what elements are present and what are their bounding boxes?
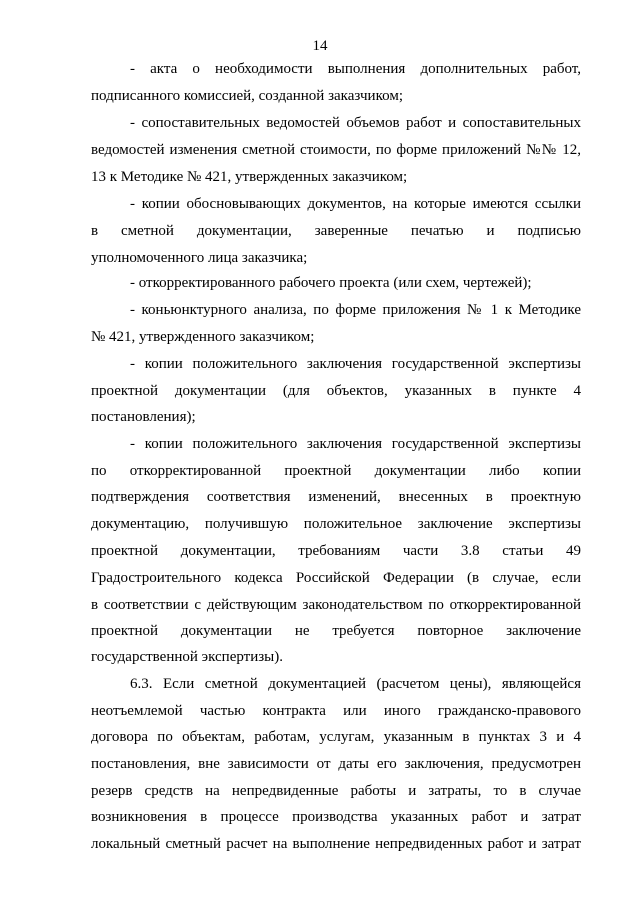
text-line: по откорректированной проектной документации либо копии [91,463,581,479]
text-line: проектной документации, требованиям части 3.8 статьи 49 [91,543,581,559]
text-line: неотъемлемой частью контракта или иного гражданско-правового [91,703,581,719]
text-line: договора по объектам, работам, услугам, указанным в пунктах 3 и 4 [91,729,581,745]
text-line: Градостроительного кодекса Российской Федерации (в случае, если [91,570,581,586]
page-number: 14 [312,38,328,54]
text-line: - копии положительного заключения государственной экспертизы [130,356,581,372]
text-line: - акта о необходимости выполнения дополнительных работ, [130,61,581,77]
text-line: - копии положительного заключения государственной экспертизы [130,436,581,452]
text-line: проектной документации (для объектов, указанных в пункте 4 [91,383,581,399]
text-line: постановления); [91,409,196,425]
text-line: ведомостей изменения сметной стоимости, по форме приложений №№ 12, [91,142,581,158]
text-line: в сметной документации, заверенные печатью и подписью [91,223,581,239]
text-line: - копии обосновывающих документов, на которые имеются ссылки [130,196,581,212]
text-line: № 421, утвержденного заказчиком; [91,329,315,345]
text-line: локальный сметный расчет на выполнение непредвиденных работ и затрат [91,836,581,852]
text-line: проектной документации не требуется повторное заключение [91,623,581,639]
text-line: государственной экспертизы). [91,649,283,665]
text-line: постановления, вне зависимости от даты его заключения, предусмотрен [91,756,581,772]
text-line: - коньюнктурного анализа, по форме приложения № 1 к Методике [130,302,581,318]
text-line: уполномоченного лица заказчика; [91,250,308,266]
text-line: 13 к Методике № 421, утвержденных заказчиком; [91,169,408,185]
text-line: документацию, получившую положительное заключение экспертизы [91,516,581,532]
text-line: 6.3. Если сметной документацией (расчетом цены), являющейся [130,676,581,692]
text-line: - откорректированного рабочего проекта (или схем, чертежей); [130,275,532,291]
text-line: подписанного комиссией, созданной заказчиком; [91,88,403,104]
text-line: возникновения в процессе производства указанных работ и затрат [91,809,581,825]
text-line: резерв средств на непредвиденные работы и затраты, то в случае [91,783,581,799]
text-line: подтверждения соответствия изменений, внесенных в проектную [91,489,581,505]
text-line: - сопоставительных ведомостей объемов работ и сопоставительных [130,115,581,131]
text-line: в соответствии с действующим законодательством по откорректированной [91,597,581,613]
